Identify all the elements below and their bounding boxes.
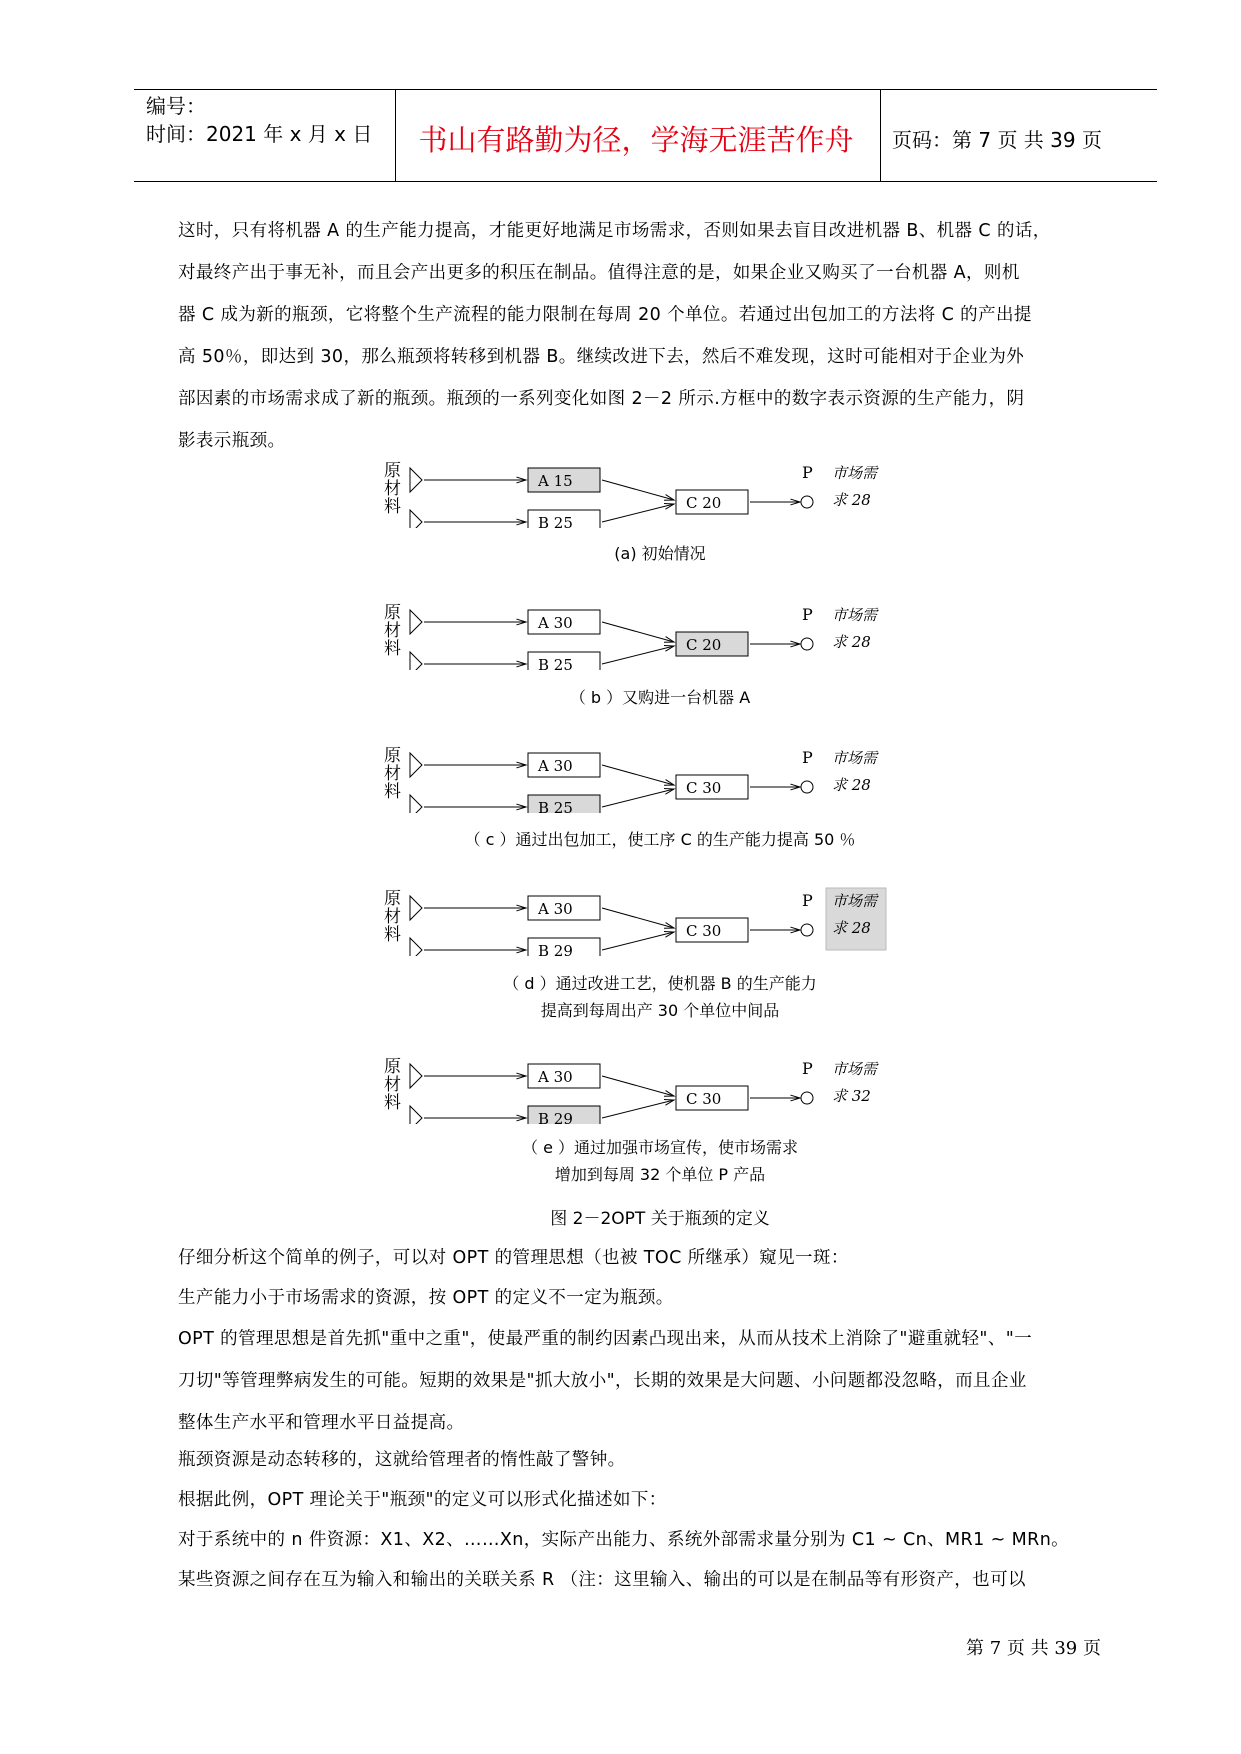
document-time-label: 时间：2021 年 x 月 x 日 [146, 122, 373, 146]
text-line: 某些资源之间存在互为输入和输出的关联关系 R （注：这里输入、输出的可以是在制品等有形资产，也可以 [178, 1570, 1026, 1590]
input-triangle-icon [410, 753, 422, 777]
raw-material-label: 材 [384, 479, 401, 499]
raw-material-label: 原 [384, 603, 401, 623]
a-to-c-arrow [602, 908, 674, 928]
a-to-c-arrow [602, 765, 674, 785]
raw-material-label: 原 [384, 461, 401, 481]
caption-line: （ c ）通过出包加工，使工序 C 的生产能力提高 50 ％ [464, 830, 856, 849]
caption-line: （ e ）通过加强市场宣传，使市场需求 [521, 1138, 799, 1157]
raw-material-label: 原 [384, 889, 401, 909]
text-line: 刀切"等管理弊病发生的可能。短期的效果是"抓大放小"，长期的效果是大问题、小问题都没忽略，而且企业 [178, 1371, 1027, 1391]
page-footer: 第 7 页 共 39 页 [966, 1638, 1101, 1659]
intro-paragraph [178, 210, 1138, 462]
machine-c-capacity-label: C 30 [686, 779, 722, 797]
product-node-icon [801, 781, 813, 793]
caption-line: （ d ）通过改进工艺，使机器 B 的生产能力 [503, 974, 817, 993]
caption-line: 增加到每周 32 个单位 P 产品 [554, 1165, 766, 1184]
product-label: P [802, 748, 813, 767]
b-to-c-arrow [602, 504, 674, 522]
bottleneck-diagram [380, 886, 920, 960]
raw-material-label: 原 [384, 1057, 401, 1077]
input-triangle-icon [410, 795, 422, 813]
a-to-c-arrow [602, 622, 674, 642]
flow-diagram-svg [380, 886, 920, 956]
raw-material-label: 料 [384, 497, 401, 517]
header-slogan: 书山有路勤为径，学海无涯苦作舟 [418, 123, 854, 157]
text-line: 高 50％，即达到 30，那么瓶颈将转移到机器 B。继续改进下去，然后不难发现，这时可能相对于企业为外 [178, 347, 1025, 367]
market-demand-value: 求 28 [832, 633, 871, 651]
machine-a-capacity-label: A 15 [538, 472, 573, 490]
text-line: 瓶颈资源是动态转移的，这就给管理者的惰性敲了警钟。 [178, 1450, 626, 1470]
figure-caption: 图 2－2OPT 关于瓶颈的定义 [550, 1209, 770, 1229]
market-demand-label: 市场需 [832, 464, 878, 482]
product-node-icon [801, 638, 813, 650]
bottleneck-diagram [380, 458, 920, 532]
header-divider-right [880, 89, 881, 181]
market-demand-label: 市场需 [832, 606, 878, 624]
machine-b-capacity-label: B 29 [538, 942, 573, 956]
product-node-icon [801, 496, 813, 508]
caption-line: 提高到每周出产 30 个单位中间品 [540, 1001, 780, 1020]
closing-paragraph [178, 1440, 1138, 1600]
raw-material-label: 材 [384, 1075, 401, 1095]
product-label: P [802, 463, 813, 482]
caption-line: （ b ）又购进一台机器 A [569, 688, 751, 707]
raw-material-label: 原 [384, 746, 401, 766]
raw-material-label: 料 [384, 925, 401, 945]
opt-paragraph [178, 1318, 1138, 1444]
text-line: OPT 的管理思想是首先抓"重中之重"，使最严重的制约因素凸现出来，从而从技术上消除了"避重就轻"、"一 [178, 1329, 1033, 1349]
machine-b-capacity-label: B 25 [538, 514, 573, 528]
market-demand-value: 求 28 [832, 919, 871, 937]
product-label: P [802, 891, 813, 910]
input-triangle-icon [410, 652, 422, 670]
diagram-caption [380, 540, 940, 567]
market-demand-label: 市场需 [832, 1060, 878, 1078]
text-line: 对于系统中的 n 件资源：X1、X2、……Xn，实际产出能力、系统外部需求量分别为 C1 ~ Cn、MR1 ~ MRn。 [178, 1530, 1070, 1550]
input-triangle-icon [410, 938, 422, 956]
bottleneck-diagram [380, 1054, 920, 1128]
product-node-icon [801, 1092, 813, 1104]
b-to-c-arrow [602, 1100, 674, 1118]
machine-b-capacity-label: B 25 [538, 656, 573, 670]
input-triangle-icon [410, 610, 422, 634]
text-line: 这时，只有将机器 A 的生产能力提高，才能更好地满足市场需求，否则如果去盲目改进机器 B、机器 C 的话， [178, 221, 1051, 241]
analysis-paragraph [178, 1238, 1138, 1318]
raw-material-label: 料 [384, 639, 401, 659]
input-triangle-icon [410, 1064, 422, 1088]
product-label: P [802, 605, 813, 624]
header-meta [146, 92, 372, 148]
text-line: 对最终产出于事无补，而且会产出更多的积压在制品。值得注意的是，如果企业又购买了一台机器 A，则机 [178, 263, 1020, 283]
text-line: 影表示瓶颈。 [178, 431, 286, 451]
a-to-c-arrow [602, 480, 674, 500]
flow-diagram-svg [380, 1054, 920, 1124]
machine-a-capacity-label: A 30 [538, 1068, 573, 1086]
product-node-icon [801, 924, 813, 936]
text-line: 部因素的市场需求成了新的瓶颈。瓶颈的一系列变化如图 2－2 所示.方框中的数字表示资源的生产能力，阴 [178, 389, 1025, 409]
market-demand-value: 求 28 [832, 491, 871, 509]
market-demand-value: 求 28 [832, 776, 871, 794]
header-page-code: 页码：第 7 页 共 39 页 [892, 128, 1102, 152]
text-line: 生产能力小于市场需求的资源，按 OPT 的定义不一定为瓶颈。 [178, 1288, 674, 1308]
market-demand-label: 市场需 [832, 892, 878, 910]
machine-a-capacity-label: A 30 [538, 757, 573, 775]
machine-c-capacity-label: C 30 [686, 1090, 722, 1108]
diagram-caption [380, 970, 940, 1024]
input-triangle-icon [410, 1106, 422, 1124]
diagram-caption [380, 1134, 940, 1188]
raw-material-label: 料 [384, 782, 401, 802]
raw-material-label: 料 [384, 1093, 401, 1113]
raw-material-label: 材 [384, 907, 401, 927]
raw-material-label: 材 [384, 621, 401, 641]
text-line: 仔细分析这个简单的例子，可以对 OPT 的管理思想（也被 TOC 所继承）窥见一斑： [178, 1248, 849, 1268]
machine-b-capacity-label: B 29 [538, 1110, 573, 1124]
document-number-label: 编号： [146, 94, 206, 118]
a-to-c-arrow [602, 1076, 674, 1096]
input-triangle-icon [410, 468, 422, 492]
machine-c-capacity-label: C 30 [686, 922, 722, 940]
machine-b-capacity-label: B 25 [538, 799, 573, 813]
flow-diagram-svg [380, 600, 920, 670]
machine-a-capacity-label: A 30 [538, 900, 573, 918]
machine-c-capacity-label: C 20 [686, 636, 722, 654]
input-triangle-icon [410, 510, 422, 528]
header-top-rule [134, 89, 1157, 90]
diagram-caption [380, 826, 940, 853]
flow-diagram-svg [380, 743, 920, 813]
product-label: P [802, 1059, 813, 1078]
text-line: 根据此例，OPT 理论关于"瓶颈"的定义可以形式化描述如下： [178, 1490, 667, 1510]
b-to-c-arrow [602, 789, 674, 807]
header-bottom-rule [134, 181, 1157, 182]
machine-a-capacity-label: A 30 [538, 614, 573, 632]
diagram-caption [380, 684, 940, 711]
machine-c-capacity-label: C 20 [686, 494, 722, 512]
input-triangle-icon [410, 896, 422, 920]
text-line: 整体生产水平和管理水平日益提高。 [178, 1413, 465, 1433]
bottleneck-diagram [380, 743, 920, 817]
b-to-c-arrow [602, 646, 674, 664]
text-line: 器 C 成为新的瓶颈，它将整个生产流程的能力限制在每周 20 个单位。若通过出包加工的方法将 C 的产出提 [178, 305, 1032, 325]
caption-line: (a) 初始情况 [614, 544, 706, 563]
flow-diagram-svg [380, 458, 920, 528]
bottleneck-diagram [380, 600, 920, 674]
market-demand-label: 市场需 [832, 749, 878, 767]
market-demand-value: 求 32 [832, 1087, 871, 1105]
b-to-c-arrow [602, 932, 674, 950]
raw-material-label: 材 [384, 764, 401, 784]
